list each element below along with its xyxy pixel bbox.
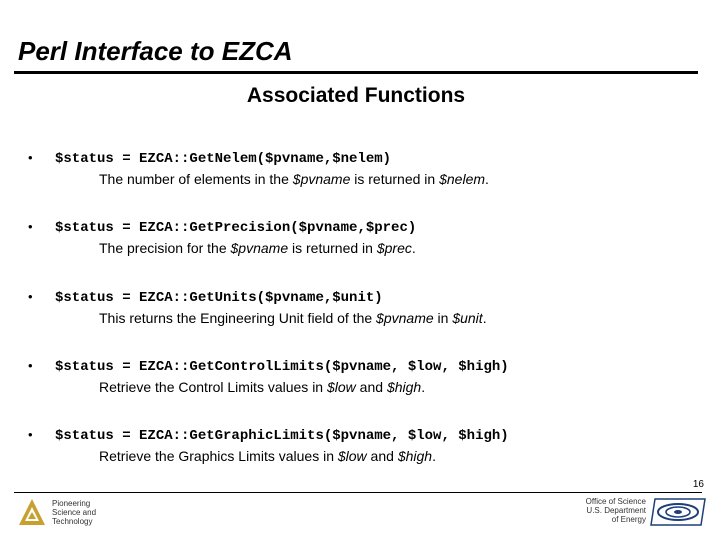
desc-var: $high [386,379,422,395]
slide-subtitle: Associated Functions [246,84,466,107]
bullet-icon: • [28,427,33,442]
function-description [99,240,416,256]
desc-text: Retrieve the Graphics Limits values in [99,448,338,464]
desc-text: The number of elements in the [99,171,293,187]
desc-text: and [366,448,398,464]
doe-office-of-science-logo-icon [650,497,706,527]
page-number: 16 [692,479,704,490]
footer-line: Science and [52,508,97,517]
footer-office [586,497,646,524]
function-description [99,171,489,187]
desc-text: . [485,171,489,187]
argonne-logo-icon [18,498,46,526]
function-signature: $status = EZCA::GetPrecision($pvname,$prec) [55,220,417,236]
footer-divider [14,492,702,493]
function-signature: $status = EZCA::GetNelem($pvname,$nelem) [55,151,392,167]
footer-line: U.S. Department [586,506,646,515]
desc-text: and [355,379,387,395]
desc-var: $high [397,448,433,464]
desc-text: in [433,310,453,326]
function-description [99,448,436,464]
function-description [99,310,487,326]
function-signature: $status = EZCA::GetControlLimits($pvname, $low, $high) [55,359,509,375]
function-description [99,379,425,395]
desc-text: is returned in [350,171,440,187]
desc-text: . [421,379,426,395]
desc-text: is returned in [288,240,377,256]
bullet-icon: • [28,219,33,234]
function-signature: $status = EZCA::GetGraphicLimits($pvname, $low, $high) [55,428,509,444]
function-signature: $status = EZCA::GetUnits($pvname,$unit) [55,290,383,306]
desc-text: This returns the Engineering Unit field of the [99,310,377,326]
slide-title: Perl Interface to EZCA [18,36,293,66]
desc-var: $pvname [230,240,289,256]
desc-text: . [482,310,487,326]
bullet-icon: • [28,289,33,304]
footer-line: Office of Science [585,497,646,506]
desc-var: $low [337,448,367,464]
desc-var: $unit [452,310,483,326]
desc-var: $pvname [292,171,351,187]
title-divider [14,71,698,74]
desc-text: . [411,240,416,256]
desc-var: $nelem [439,171,486,187]
desc-var: $pvname [376,310,434,326]
desc-var: $prec [376,240,412,256]
desc-text: The precision for the [99,240,231,256]
footer-line: Technology [52,517,93,526]
footer-tagline [52,499,96,526]
footer-line: Pioneering [52,499,91,508]
desc-text: . [432,448,436,464]
desc-var: $low [327,379,356,395]
desc-text: Retrieve the Control Limits values in [99,379,327,395]
bullet-icon: • [28,358,33,373]
bullet-icon: • [28,150,33,165]
footer-line: of Energy [611,515,646,524]
